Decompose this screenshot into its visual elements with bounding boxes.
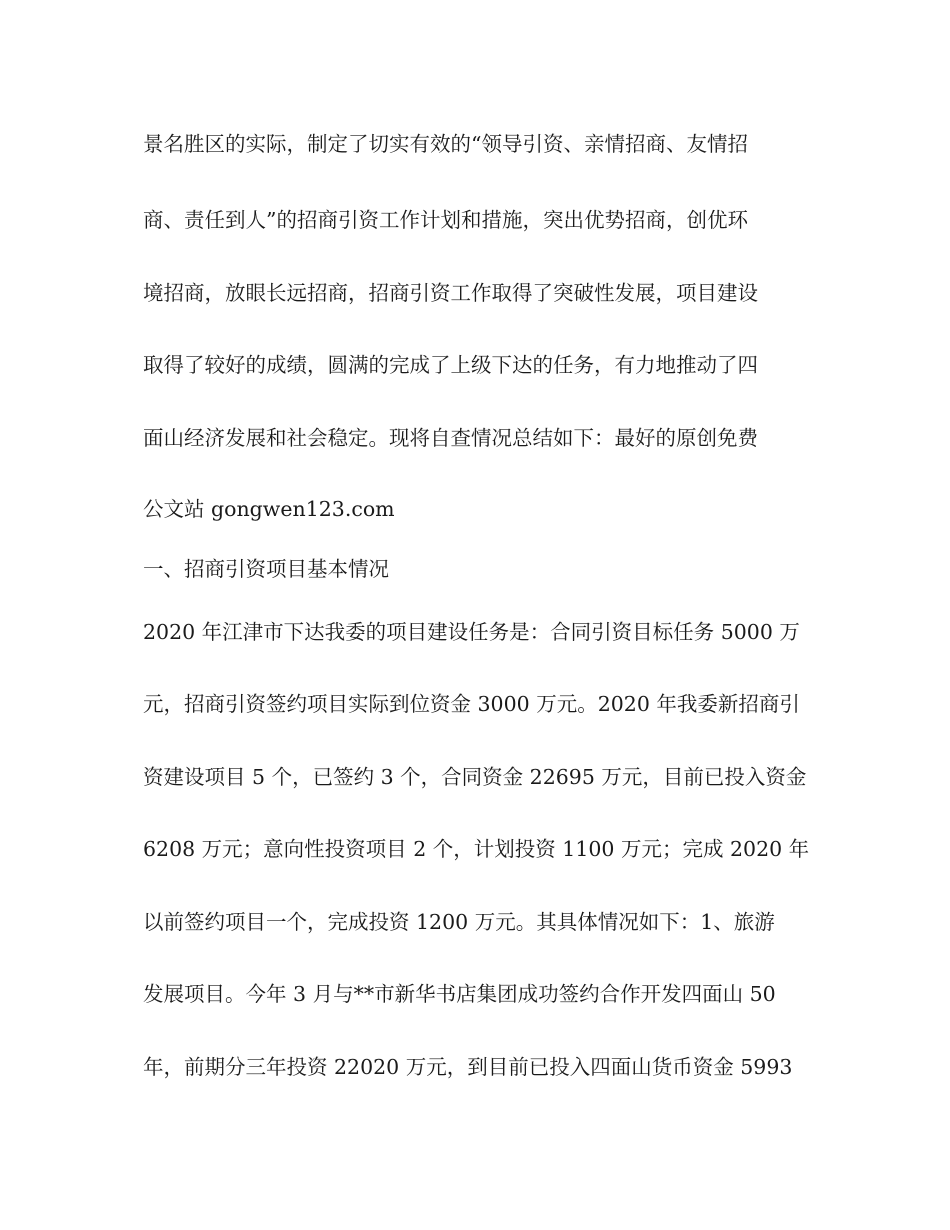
body-text-line: 取得了较好的成绩，圆满的完成了上级下达的任务，有力地推动了四	[143, 353, 758, 377]
body-text-line: 境招商，放眼长远招商，招商引资工作取得了突破性发展，项目建设	[143, 281, 758, 305]
body-text-line: 发展项目。今年 3 月与**市新华书店集团成功签约合作开发四面山 50	[143, 982, 776, 1006]
body-text-line: 公文站 gongwen123.com	[143, 497, 395, 521]
body-text-line: 年，前期分三年投资 22020 万元，到目前已投入四面山货币资金 5993	[143, 1055, 793, 1079]
body-text-line: 以前签约项目一个，完成投资 1200 万元。其具体情况如下：1、旅游	[143, 910, 775, 934]
body-text-line: 元，招商引资签约项目实际到位资金 3000 万元。2020 年我委新招商引	[143, 692, 800, 716]
body-text-line: 6208 万元；意向性投资项目 2 个，计划投资 1100 万元；完成 2020 年	[143, 837, 810, 861]
body-text-line: 景名胜区的实际，制定了切实有效的“领导引资、亲情招商、友情招	[143, 132, 748, 156]
body-text-line: 面山经济发展和社会稳定。现将自查情况总结如下：最好的原创免费	[143, 426, 758, 450]
section-heading: 一、招商引资项目基本情况	[143, 557, 389, 581]
body-text-line: 资建设项目 5 个，已签约 3 个，合同资金 22695 万元，目前已投入资金	[143, 765, 807, 789]
body-text-line: 商、责任到人”的招商引资工作计划和措施，突出优势招商，创优环	[143, 208, 748, 232]
body-text-line: 2020 年江津市下达我委的项目建设任务是：合同引资目标任务 5000 万	[143, 620, 800, 644]
